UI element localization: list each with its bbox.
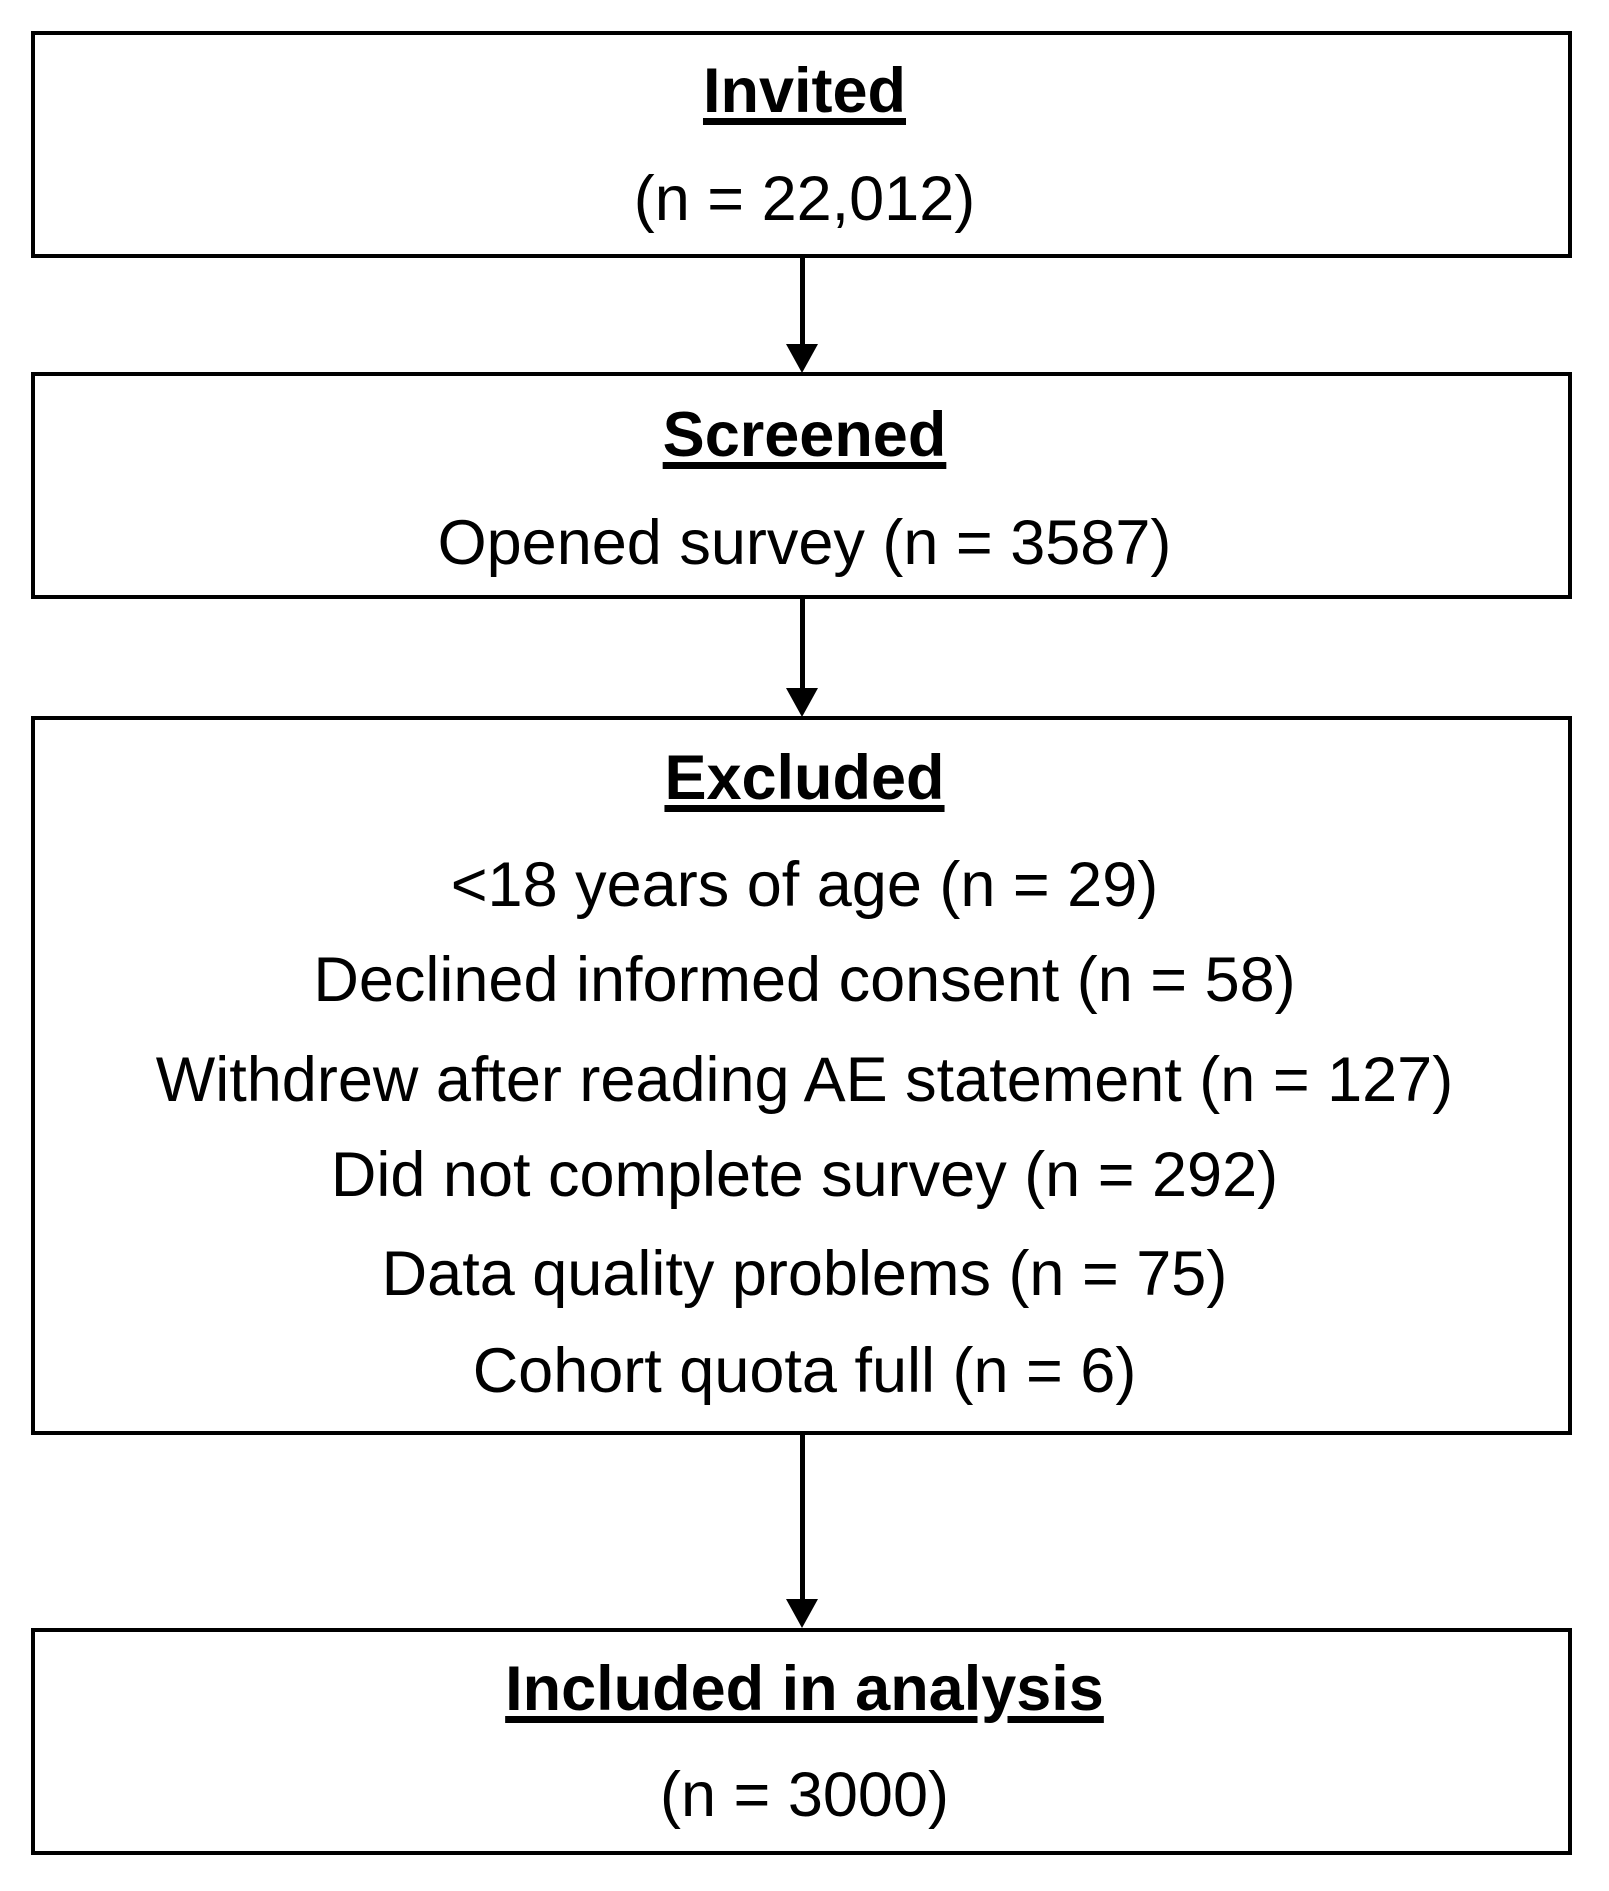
screened-title: Screened	[662, 400, 947, 470]
arrow-down-icon	[786, 688, 818, 717]
excluded-reason-incomplete: Did not complete survey (n = 292)	[330, 1140, 1279, 1210]
arrow-line	[800, 258, 805, 348]
included-count: (n = 3000)	[660, 1760, 949, 1830]
excluded-reason-consent: Declined informed consent (n = 58)	[313, 945, 1296, 1015]
arrow-down-icon	[786, 344, 818, 373]
arrow-down-icon	[786, 1599, 818, 1628]
arrow-line	[800, 599, 805, 691]
excluded-reason-age: <18 years of age (n = 29)	[450, 850, 1159, 920]
invited-title: Invited	[702, 56, 907, 126]
excluded-reason-withdrew: Withdrew after reading AE statement (n = 127)	[155, 1045, 1454, 1115]
included-title: Included in analysis	[505, 1654, 1104, 1724]
screened-detail: Opened survey (n = 3587)	[437, 508, 1172, 578]
excluded-reason-quota: Cohort quota full (n = 6)	[472, 1336, 1137, 1406]
invited-count: (n = 22,012)	[633, 164, 976, 234]
excluded-reason-data-quality: Data quality problems (n = 75)	[381, 1239, 1228, 1309]
arrow-line	[800, 1435, 805, 1600]
excluded-title: Excluded	[664, 743, 945, 813]
